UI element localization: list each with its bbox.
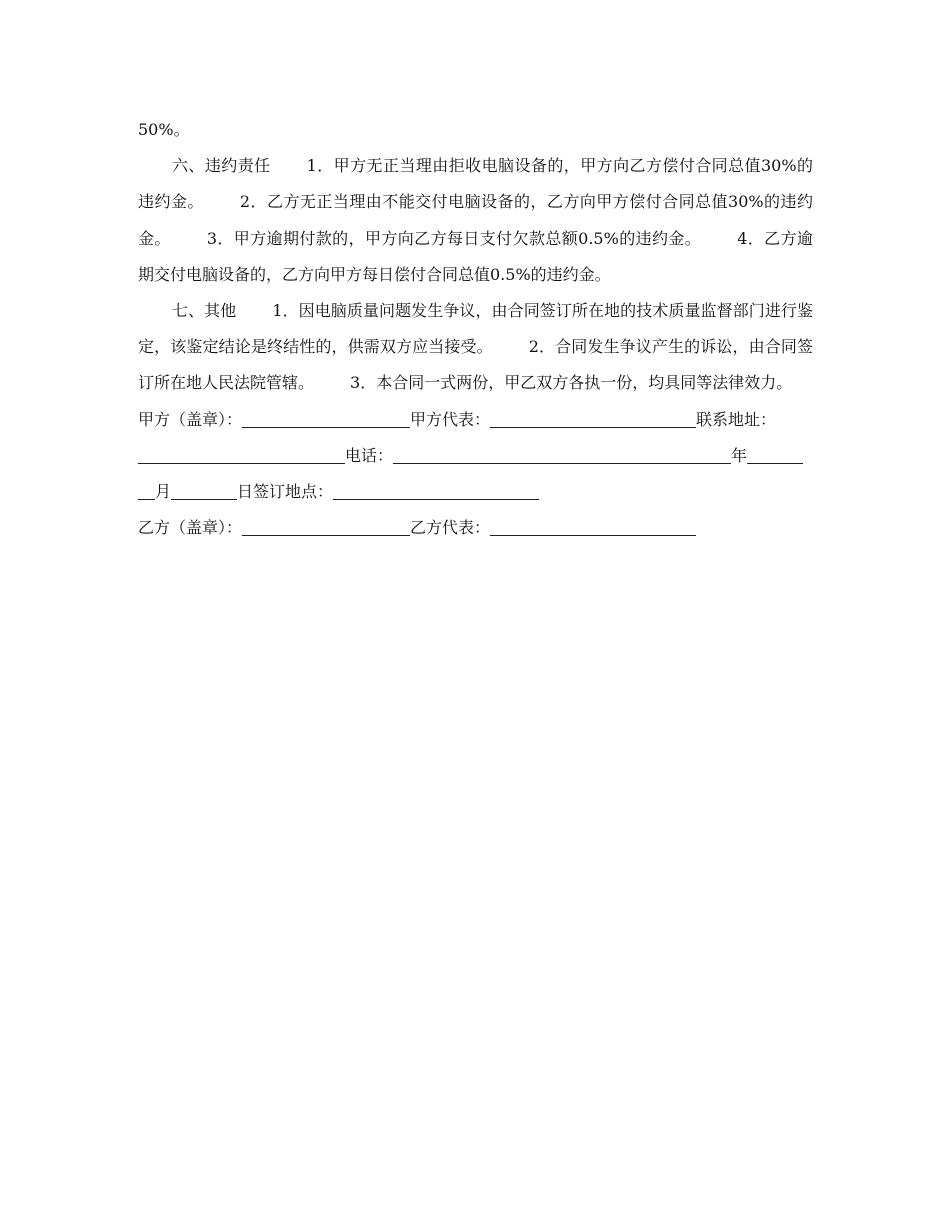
section-6-item-3: 3．甲方逾期付款的，甲方向乙方每日支付欠款总额0.5%的违约金。	[206, 228, 702, 248]
day-place-label: 日签订地点：	[237, 482, 334, 502]
section-6-item-2: 2．乙方无正当理由不能交付电脑设备的，乙方向甲方偿付合同总值30%的违约金。	[138, 192, 813, 248]
party-b-rep-blank	[490, 519, 696, 536]
party-a-seal-blank	[242, 411, 410, 428]
section-6-heading: 六、违约责任	[172, 156, 271, 176]
signature-line-1	[138, 402, 813, 438]
section-6-breach-liability	[138, 148, 813, 293]
party-b-seal-blank	[242, 519, 410, 536]
year-blank	[747, 447, 803, 464]
month-label: 月	[155, 482, 172, 502]
phone-blank	[393, 447, 731, 464]
year-label: 年	[731, 445, 748, 465]
section-6-item-1: 1．甲方无正当理由拒收电脑设备的，甲方向乙方偿付合同总值30%的违约金。	[138, 156, 813, 212]
section-6-item-4: 4．乙方逾期交付电脑设备的，乙方向甲方每日偿付合同总值0.5%的违约金。	[138, 228, 813, 284]
party-a-rep-blank	[490, 411, 696, 428]
place-blank	[333, 483, 539, 500]
top-fragment: 50%。	[138, 120, 190, 139]
contract-page	[138, 112, 813, 546]
address-label: 联系地址：	[696, 409, 777, 429]
party-a-seal-label: 甲方（盖章）：	[138, 409, 243, 429]
section-7-item-3: 3．本合同一式两份，甲乙双方各执一份，均具同等法律效力。	[350, 373, 793, 393]
section-7-item-1: 1．因电脑质量问题发生争议，由合同签订所在地的技术质量监督部门进行鉴定，该鉴定结论是终结性的，供需双方应当接受。	[138, 301, 813, 357]
address-blank	[138, 447, 345, 464]
section-7-heading: 七、其他	[172, 301, 237, 321]
signature-line-2	[138, 438, 813, 474]
section-7-other	[138, 293, 813, 402]
signature-line-3	[138, 474, 813, 510]
month-blank	[171, 483, 237, 500]
section-7-item-2: 2．合同发生争议产生的诉讼，由合同签订所在地人民法院管辖。	[138, 337, 813, 393]
phone-label: 电话：	[345, 445, 394, 465]
party-b-rep-label: 乙方代表：	[410, 518, 491, 538]
party-b-seal-label: 乙方（盖章）：	[138, 518, 243, 538]
party-a-rep-label: 甲方代表：	[410, 409, 491, 429]
year-blank-cont	[138, 483, 155, 500]
signature-block	[138, 402, 813, 547]
signature-line-4	[138, 510, 813, 546]
